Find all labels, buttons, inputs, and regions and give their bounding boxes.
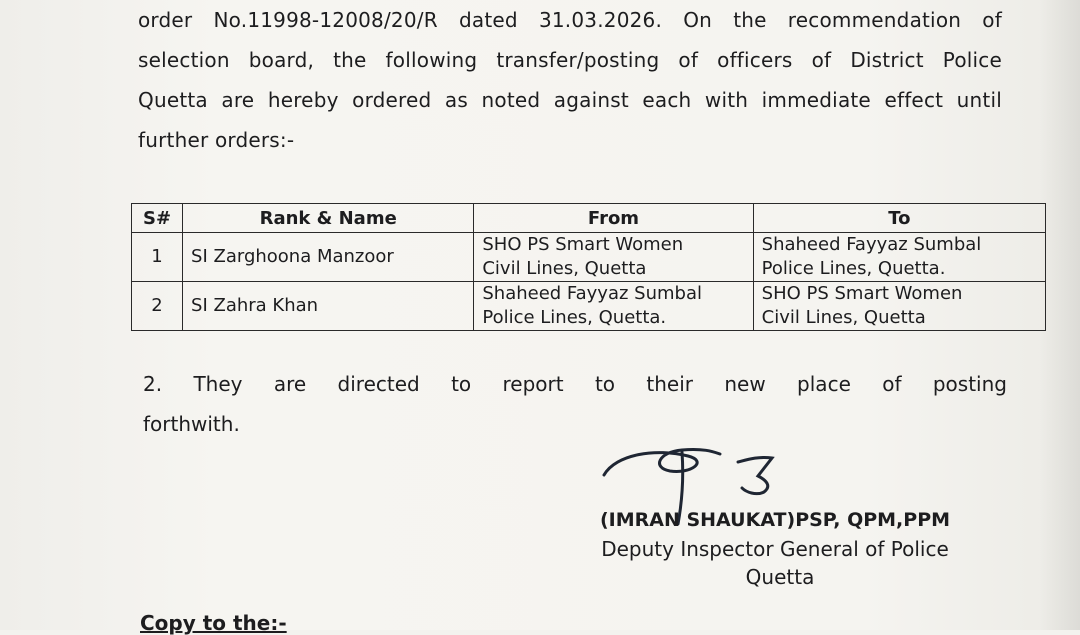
cell-rank-name: SI Zarghoona Manzoor — [183, 233, 474, 282]
directive-line: 2. They are directed to report to their new place of posting — [143, 372, 1007, 396]
directive-line: forthwith. — [143, 412, 240, 436]
cell-to — [753, 282, 1045, 331]
cell-to-line1: SHO PS Smart Women — [761, 283, 963, 304]
cell-to-line2: Police Lines, Quetta. — [761, 258, 946, 279]
cell-from — [474, 282, 753, 331]
cell-to-line2: Civil Lines, Quetta — [761, 307, 926, 328]
table-row — [132, 233, 1046, 282]
table-header-row — [132, 204, 1046, 233]
cell-to-line1: Shaheed Fayyaz Sumbal — [761, 234, 982, 255]
cell-from-line1: SHO PS Smart Women — [482, 234, 684, 255]
cell-serial-number: 1 — [132, 233, 183, 282]
order-paragraph-line: further orders:- — [138, 128, 295, 152]
cell-from-line2: Police Lines, Quetta. — [482, 307, 667, 328]
table-row — [132, 282, 1046, 331]
header-rank-name: Rank & Name — [183, 204, 474, 233]
signatory-name: (IMRAN SHAUKAT)PSP, QPM,PPM — [599, 509, 951, 531]
header-serial-number: S# — [132, 204, 183, 233]
header-to: To — [753, 204, 1045, 233]
cell-from — [474, 233, 753, 282]
signatory-block — [540, 505, 1010, 591]
signatory-title: Deputy Inspector General of Police — [601, 537, 949, 561]
order-paragraph — [138, 0, 1002, 160]
cell-rank-name: SI Zahra Khan — [183, 282, 474, 331]
signatory-city: Quetta — [745, 565, 815, 589]
directive-paragraph — [143, 364, 1007, 444]
order-paragraph-line: order No.11998-12008/20/R dated 31.03.2026. On the recommendation of — [138, 8, 1002, 32]
copy-to-heading: Copy to the:- — [140, 611, 287, 635]
cell-serial-number: 2 — [132, 282, 183, 331]
order-paragraph-line: Quetta are hereby ordered as noted against each with immediate effect until — [138, 88, 1002, 112]
cell-from-line1: Shaheed Fayyaz Sumbal — [482, 283, 702, 304]
order-paragraph-line: selection board, the following transfer/posting of officers of District Police — [138, 48, 1002, 72]
cell-to — [753, 233, 1045, 282]
page-edge-shadow — [1040, 0, 1080, 630]
header-from: From — [474, 204, 753, 233]
transfer-posting-table — [131, 203, 1046, 331]
cell-from-line2: Civil Lines, Quetta — [482, 258, 647, 279]
